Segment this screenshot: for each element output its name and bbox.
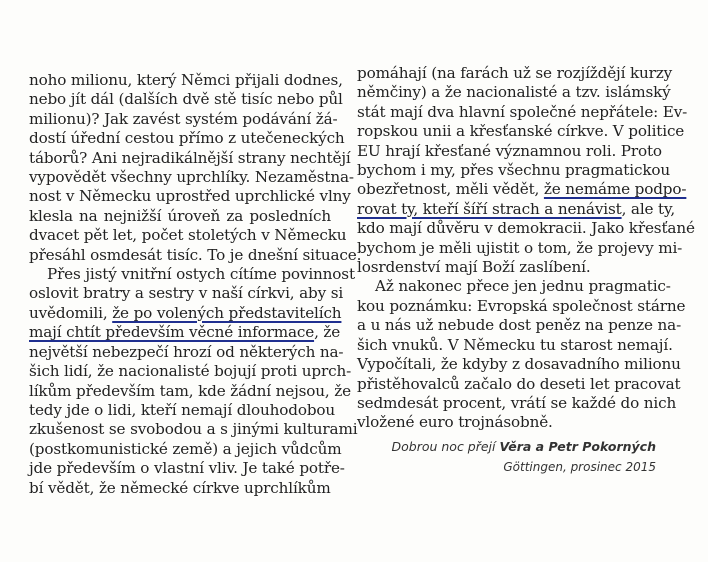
text-segment: , že [314,323,341,342]
text-line [357,258,653,277]
text-segment: vložené euro trojnásobně. [357,413,553,432]
underlined-phrase: rovat ty, kteří šíří strach a nenávist [357,199,622,218]
text-segment: dostí úřední cestou přímo z utečeneckých [29,129,345,148]
text-line [357,161,671,180]
text-line [29,362,352,381]
text-line [29,400,336,420]
text-line [357,393,677,413]
text-segment: obezřetnost, měli vědět, [357,180,544,199]
text-line [29,148,351,168]
signature-line [391,439,656,454]
text-line [29,90,343,109]
text-segment: ropskou unii a křesťanské církve. V politice [357,122,685,141]
text-line [357,335,673,355]
text-line [29,187,351,206]
text-segment: šich vnuků. V Německu tu starost nemají. [357,335,673,354]
text-line [29,284,344,303]
text-line [29,207,331,226]
text-segment: klesla na nejnižší úroveň za posledních [29,206,331,225]
text-line [357,64,673,83]
text-segment: oslovit bratry a sestry v naší církvi, aby si [29,284,344,303]
text-segment: pomáhají (na farách už se rozjíždějí kurzy [357,64,673,82]
text-segment: kou poznámku: Evropská společnost stárne [357,296,686,315]
text-line [357,122,685,141]
text-segment: nost v Německu uprostřed uprchlické vlny [29,187,351,206]
text-line [357,238,683,258]
text-line [357,83,671,102]
text-line [29,71,343,90]
text-segment: noho milionu, který Němci přijali dodnes, [29,71,343,89]
text-line [29,226,347,245]
text-line [29,245,362,265]
text-line [29,420,358,439]
text-line [29,303,342,323]
text-segment: táborů? Ani nejradikálnější strany nechtějí [29,148,351,167]
text-segment: a u nás už nebude dost peněz na penze na- [357,316,682,335]
text-segment: (postkomunistické země) a jejich vůdcům [29,439,342,458]
text-line [29,168,354,187]
text-segment: šich lidí, že nacionalisté bojují proti uprch- [29,362,352,381]
text-segment: největší nebezpečí hrozí od některých na- [29,342,344,361]
signature-prefix: Dobrou noc přejí [391,439,500,454]
text-line [29,129,345,148]
text-segment: bychom i my, přes všechnu pragmatickou [357,161,671,180]
text-segment: bychom je měli ujistit o tom, že projevy mi- [357,238,683,257]
text-line [357,219,695,238]
text-segment: přesáhl osmdesát tisíc. To je dnešní situace. [29,245,362,264]
text-segment: kdo mají důvěru v demokracii. Jako křesťané [357,219,695,238]
text-segment: stát mají dva hlavní společné nepřátele: Ev- [357,102,688,121]
text-segment: EU hrají křesťané významnou roli. Proto [357,141,662,160]
text-line [29,439,342,459]
underlined-phrase: že po volených představitelích [112,303,342,322]
text-line [357,277,671,296]
text-segment: Přes jistý vnitřní ostych cítíme povinnost [47,265,355,284]
text-line [357,180,687,199]
text-line [357,374,681,394]
text-line [29,459,345,478]
text-line [29,265,355,284]
text-segment: Až nakonec přece jen jednu pragmatic- [375,277,671,296]
text-line [357,141,662,161]
text-segment: bí vědět, že německé církve uprchlíkům [29,478,331,497]
place-date: Göttingen, prosinec 2015 [503,460,656,474]
text-line [357,413,653,432]
text-line [357,102,688,122]
text-segment: tedy jde o lidi, kteří nemají dlouhodobou [29,400,336,419]
text-line [357,296,686,316]
text-line [29,109,338,129]
text-line [357,355,681,374]
text-segment: vypovědět všechny uprchlíky. Nezaměstna- [29,168,354,187]
text-segment: sedmdesát procent, vrátí se každé do nich [357,393,677,412]
text-line [29,381,351,401]
text-segment: líkům především tam, kde žádní nejsou, že [29,381,351,400]
text-segment: jde především o vlastní vliv. Je také potře- [29,459,345,478]
text-segment: zkušenost se svobodou a s jinými kulturami [29,420,358,439]
text-segment: losrdenství mají Boží zaslíbení. [357,258,591,277]
text-segment: uvědomili, [29,303,113,322]
right-text-column [357,64,695,433]
left-text-column [29,71,362,498]
text-segment: milionu)? Jak zavést systém podávání žá- [29,109,338,128]
text-line [29,479,331,498]
text-line [29,323,341,342]
text-line [29,342,344,362]
text-line [357,199,676,219]
text-line [357,316,682,335]
text-segment: , ale ty, [621,199,676,218]
text-segment: nebo jít dál (dalších dvě stě tisíc nebo půl [29,90,343,109]
underlined-phrase: mají chtít především věcné informace [29,323,315,342]
text-segment: Vypočítali, že kdyby z dosavadního milionu [357,355,681,374]
underlined-phrase: že nemáme podpo- [543,180,687,199]
text-segment: přistěhovalců začalo do deseti let pracovat [357,374,681,393]
text-segment: dvacet pět let, počet stoletých v Německu [29,226,347,245]
text-segment: němčiny) a že nacionalisté a tzv. islámský [357,83,671,102]
signature-names: Věra a Petr Pokorných [499,439,656,454]
